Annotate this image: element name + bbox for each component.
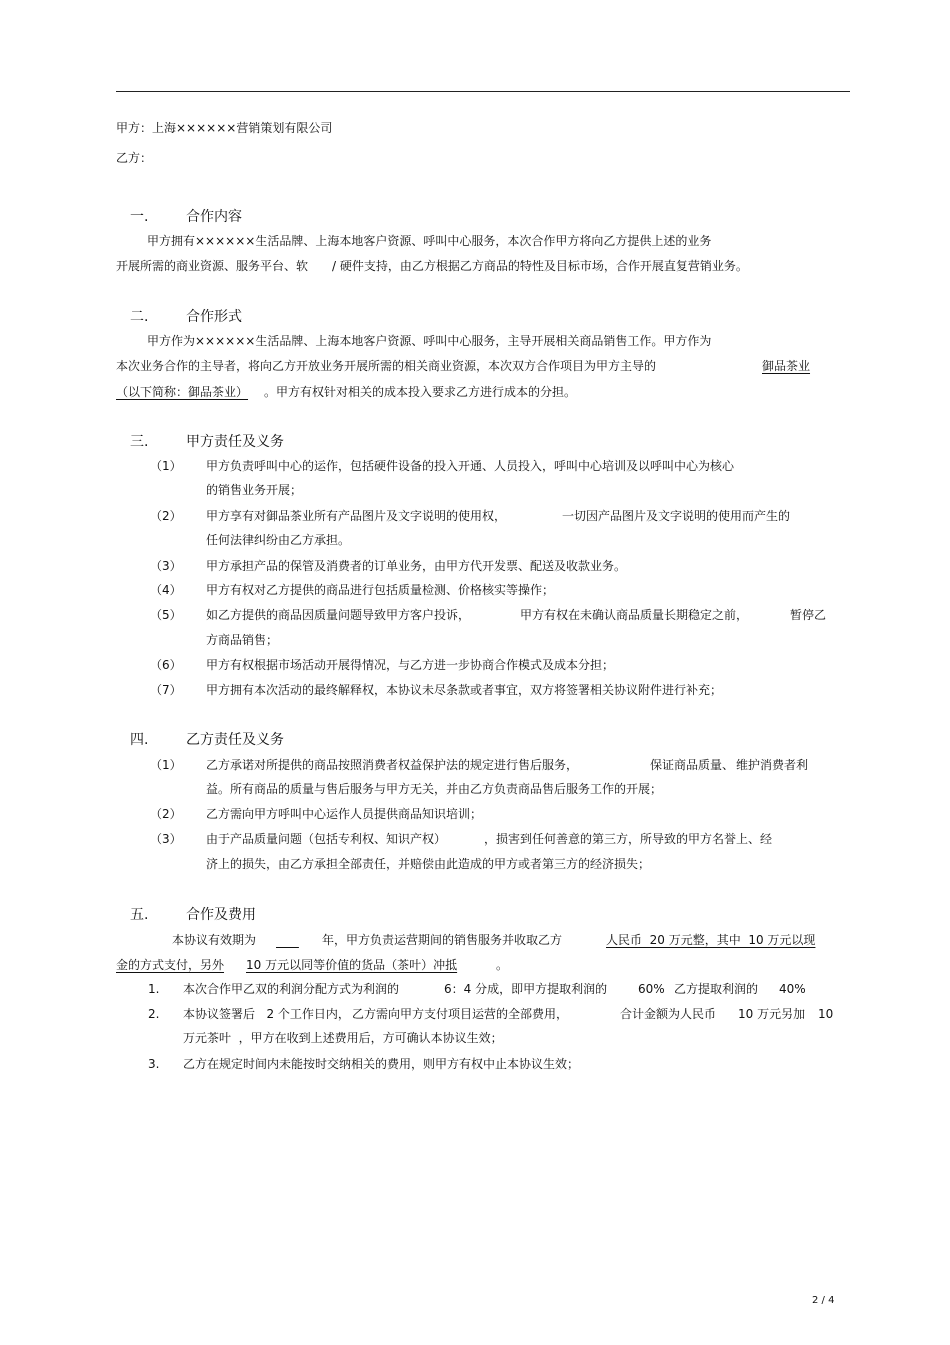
section-1-paragraph-line: 开展所需的商业资源、服务平台、软 / 硬件支持，由乙方根据乙方商品的特性及目标市场，合作开展直复营销业务。 [116, 259, 748, 273]
list-item-text: 10 [818, 1007, 834, 1021]
section-3-title: 甲方责任及义务 [186, 434, 284, 450]
list-item-text: 甲方有权在未确认商品质量长期稳定之前， [520, 608, 749, 622]
list-item-text: 甲方承担产品的保管及消费者的订单业务，由甲方代开发票、配送及收款业务。 [206, 559, 627, 573]
project-name-underlined: 御品茶业 [762, 359, 811, 373]
section-5-paragraph-line: 年，甲方负责运营期间的销售服务并收取乙方 [322, 933, 563, 947]
fee-amount-underlined: 人民币 20 万元整，其中 10 万元以现 [606, 933, 816, 947]
list-item-text: 40% [779, 982, 806, 996]
section-2-title: 合作形式 [186, 309, 242, 325]
fee-amount-underlined: 金的方式支付，另外 [116, 958, 225, 972]
section-1-paragraph-line: 甲方拥有××××××生活品牌、上海本地客户资源、呼叫中心服务，本次合作甲方将向乙方提供上述的业务 [147, 234, 712, 248]
list-item-number: （1） [150, 758, 182, 772]
list-item-text: 的销售业务开展； [206, 483, 303, 497]
section-1-title: 合作内容 [186, 209, 242, 225]
header-rule [116, 91, 850, 92]
section-5-title: 合作及费用 [186, 907, 256, 923]
list-item-text: 甲方有权根据市场活动开展得情况，与乙方进一步协商合作模式及成本分担； [206, 658, 615, 672]
list-item-text: 10 万元另加 [738, 1007, 806, 1021]
project-alias-underlined: （以下简称：御品茶业） [116, 385, 249, 399]
section-2-paragraph-line: 甲方作为××××××生活品牌、上海本地客户资源、呼叫中心服务，主导开展相关商品销售工作。甲方作为 [147, 334, 712, 348]
section-5-paragraph-end: 。 [496, 958, 509, 972]
party-b: 乙方： [116, 151, 153, 165]
section-3-number: 三. [130, 434, 149, 450]
list-item-number: （2） [150, 807, 182, 821]
section-2-paragraph-line: 本次业务合作的主导者，将向乙方开放业务开展所需的相关商业资源，本次双方合作项目为甲方主导的 [116, 359, 657, 373]
list-item-number: （3） [150, 832, 182, 846]
list-item-number: 1. [148, 982, 160, 996]
section-4-number: 四. [130, 732, 149, 748]
list-item-text: 暂停乙 [790, 608, 827, 622]
list-item-text: 甲方拥有本次活动的最终解释权，本协议未尽条款或者事宜，双方将签署相关协议附件进行补充； [206, 683, 723, 697]
list-item-text: 方商品销售； [206, 633, 279, 647]
list-item-text: 乙方提取利润的 [674, 982, 759, 996]
fee-amount-underlined: 10 万元以同等价值的货品（茶叶）冲抵 [246, 958, 458, 972]
party-a: 甲方：上海××××××营销策划有限公司 [116, 121, 333, 135]
list-item-text: 本次合作甲乙双的利润分配方式为利润的 [183, 982, 400, 996]
list-item-text: 本协议签署后 2 个工作日内， [183, 1007, 350, 1021]
list-item-text: ，损害到任何善意的第三方，所导致的甲方名誉上、经 [484, 832, 773, 846]
list-item-number: （2） [150, 509, 182, 523]
list-item-number: （5） [150, 608, 182, 622]
list-item-text: 乙方需向甲方呼叫中心运作人员提供商品知识培训； [206, 807, 483, 821]
term-blank [276, 932, 299, 948]
section-5-paragraph-line: 本协议有效期为 [172, 933, 257, 947]
list-item-number: （3） [150, 559, 182, 573]
list-item-text: 乙方需向甲方支付项目运营的全部费用， [352, 1007, 569, 1021]
list-item-text: 合计金额为人民币 [620, 1007, 717, 1021]
section-2-paragraph-line: 。甲方有权针对相关的成本投入要求乙方进行成本的分担。 [264, 385, 577, 399]
list-item-text: 甲方负责呼叫中心的运作，包括硬件设备的投入开通、人员投入，呼叫中心培训及以呼叫中心为核心 [206, 459, 735, 473]
list-item-number: （6） [150, 658, 182, 672]
list-item-text: 6：4 分成，即甲方提取利润的 [444, 982, 608, 996]
list-item-text: 任何法律纠纷由乙方承担。 [206, 533, 351, 547]
list-item-text: 甲方享有对御品茶业所有产品图片及文字说明的使用权， [206, 509, 507, 523]
section-5-number: 五. [130, 907, 149, 923]
list-item-number: （1） [150, 459, 182, 473]
list-item-text: 乙方在规定时间内未能按时交纳相关的费用，则甲方有权中止本协议生效； [183, 1057, 580, 1071]
list-item-number: 2. [148, 1007, 160, 1021]
list-item-text: 维护消费者利 [736, 758, 809, 772]
section-1-number: 一. [130, 209, 149, 225]
list-item-text: 由于产品质量问题（包括专利权、知识产权） [206, 832, 447, 846]
list-item-text: 60% [638, 982, 665, 996]
list-item-text: 保证商品质量、 [650, 758, 735, 772]
list-item-text: 万元茶叶 ，甲方在收到上述费用后，方可确认本协议生效； [183, 1031, 503, 1045]
list-item-text: 乙方承诺对所提供的商品按照消费者权益保护法的规定进行售后服务， [206, 758, 579, 772]
list-item-number: （7） [150, 683, 182, 697]
list-item-number: （4） [150, 583, 182, 597]
list-item-text: 济上的损失，由乙方承担全部责任，并赔偿由此造成的甲方或者第三方的经济损失； [206, 857, 651, 871]
section-4-title: 乙方责任及义务 [186, 732, 284, 748]
list-item-text: 甲方有权对乙方提供的商品进行包括质量检测、价格核实等操作； [206, 583, 555, 597]
list-item-text: 如乙方提供的商品因质量问题导致甲方客户投诉， [206, 608, 471, 622]
list-item-text: 益。所有商品的质量与售后服务与甲方无关，并由乙方负责商品售后服务工作的开展； [206, 782, 663, 796]
page-number: 2 / 4 [812, 1295, 835, 1306]
list-item-text: 一切因产品图片及文字说明的使用而产生的 [562, 509, 791, 523]
list-item-number: 3. [148, 1057, 160, 1071]
section-2-number: 二. [130, 309, 149, 325]
